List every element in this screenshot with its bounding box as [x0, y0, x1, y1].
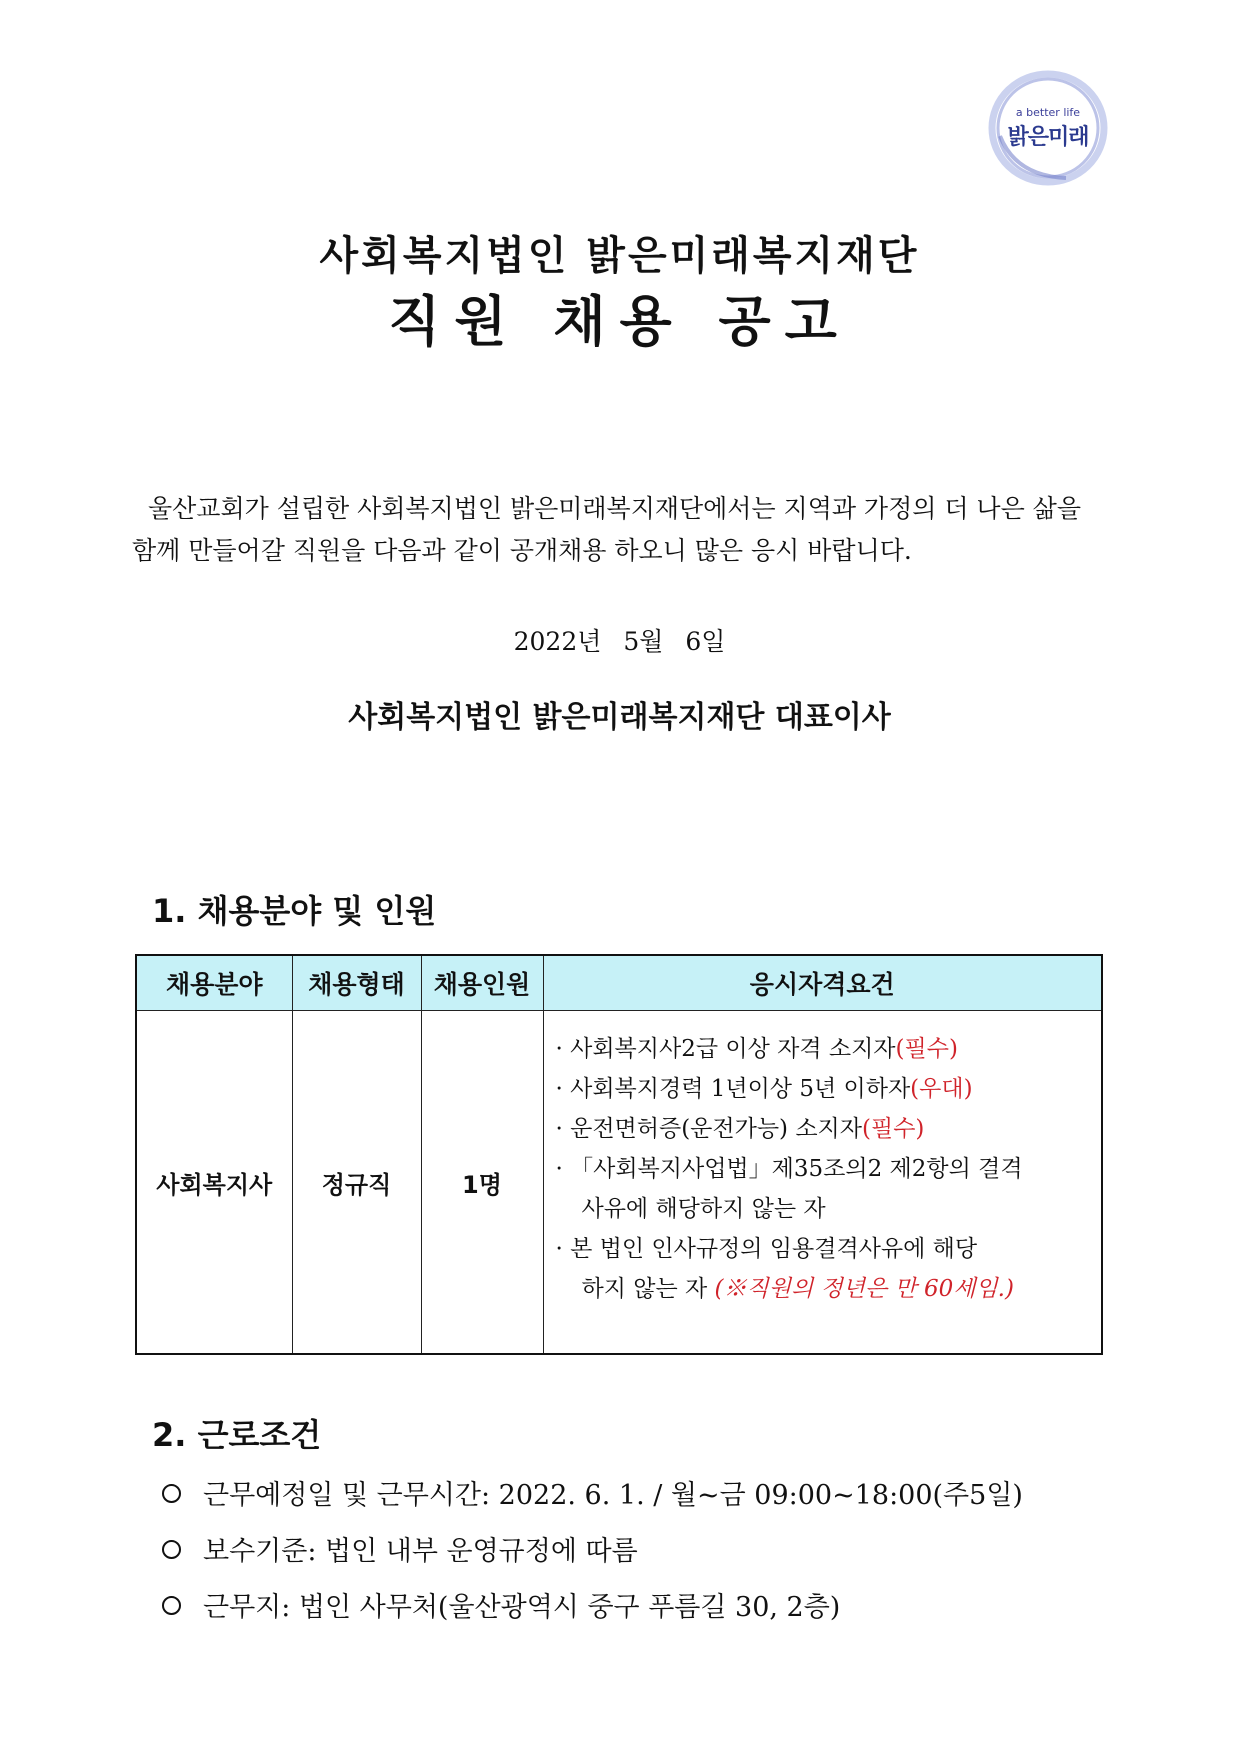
qualification-item	[556, 1029, 1092, 1069]
qualification-note: (우대)	[910, 1076, 973, 1102]
list-item	[162, 1468, 1142, 1524]
header-count: 채용인원	[421, 955, 543, 1011]
qualification-item	[556, 1149, 1092, 1189]
qualification-note: (필수)	[862, 1116, 925, 1142]
logo-tagline: a better life	[1015, 106, 1081, 119]
foundation-logo	[986, 66, 1110, 190]
cell-type: 정규직	[292, 1011, 421, 1355]
circle-bullet-icon	[162, 1596, 181, 1615]
intro-line-1: 울산교회가 설립한 사회복지법인 밝은미래복지재단에서는 지역과 가정의 더 나은 삶을	[148, 494, 1081, 523]
section-heading-conditions: 2. 근로조건	[152, 1416, 322, 1454]
retirement-age-note: (※직원의 정년은 만 60세임.)	[714, 1276, 1014, 1302]
intro-line-2: 함께 만들어갈 직원을 다음과 같이 공개채용 하오니 많은 응시 바랍니다.	[132, 536, 912, 565]
conditions-list	[162, 1468, 1142, 1636]
section-heading-positions: 1. 채용분야 및 인원	[152, 892, 437, 930]
qualification-text: · 사회복지경력 1년이상 5년 이하자	[555, 1076, 911, 1102]
intro-paragraph	[132, 488, 1118, 572]
header-field: 채용분야	[136, 955, 292, 1011]
qualification-text: · 본 법인 인사규정의 임용결격사유에 해당	[555, 1236, 978, 1262]
table-header-row	[136, 955, 1102, 1011]
list-item	[162, 1524, 1142, 1580]
signature-line: 사회복지법인 밝은미래복지재단 대표이사	[348, 700, 891, 735]
qualification-item	[556, 1109, 1092, 1149]
qualification-item	[556, 1269, 1092, 1309]
page-title-notice: 직원 채용 공고	[388, 290, 851, 353]
qualification-item	[556, 1189, 1092, 1229]
cell-count: 1명	[421, 1011, 543, 1355]
cell-field: 사회복지사	[136, 1011, 292, 1355]
condition-location: 근무지: 법인 사무처(울산광역시 중구 푸름길 30, 2층)	[203, 1592, 841, 1623]
qualification-note: (필수)	[895, 1036, 958, 1062]
condition-salary: 보수기준: 법인 내부 운영규정에 따름	[203, 1536, 638, 1567]
condition-schedule: 근무예정일 및 근무시간: 2022. 6. 1. / 월~금 09:00~18:00(주5일)	[203, 1480, 1023, 1511]
logo-brand: 밝은미래	[1007, 125, 1089, 150]
qualification-text: 사유에 해당하지 않는 자	[581, 1196, 826, 1222]
header-qualifications: 응시자격요건	[543, 955, 1102, 1011]
qualification-text: · 사회복지사2급 이상 자격 소지자	[555, 1036, 896, 1062]
qualification-text: · 운전면허증(운전가능) 소지자	[555, 1116, 862, 1142]
circle-bullet-icon	[162, 1484, 181, 1503]
cell-qualifications	[543, 1011, 1102, 1355]
recruitment-table	[135, 954, 1103, 1355]
qualification-text: · 「사회복지사업법」제35조의2 제2항의 결격	[555, 1156, 1023, 1182]
notice-date: 2022년 5월 6일	[513, 627, 726, 656]
qualification-text: 하지 않는 자	[581, 1276, 715, 1302]
header-type: 채용형태	[292, 955, 421, 1011]
circle-bullet-icon	[162, 1540, 181, 1559]
page-title-org: 사회복지법인 밝은미래복지재단	[319, 233, 920, 279]
table-row	[136, 1011, 1102, 1355]
qualification-item	[556, 1069, 1092, 1109]
list-item	[162, 1580, 1142, 1636]
qualification-item	[556, 1229, 1092, 1269]
